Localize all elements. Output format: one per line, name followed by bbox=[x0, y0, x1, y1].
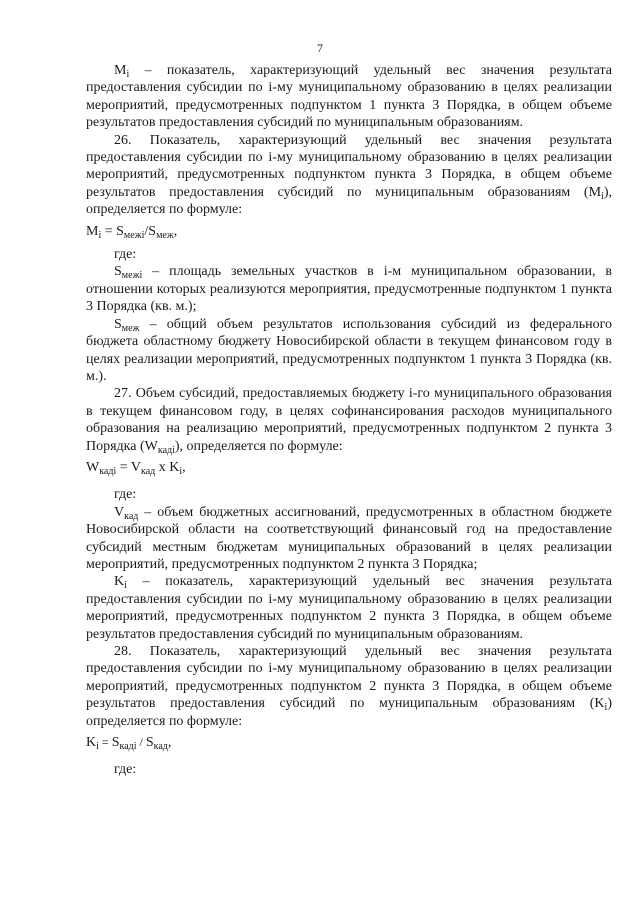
subscript: i bbox=[601, 190, 604, 202]
subscript: кад bbox=[153, 741, 168, 753]
subscript: кад bbox=[124, 510, 139, 522]
where-label bbox=[86, 246, 612, 263]
subscript: межi bbox=[123, 229, 145, 241]
text-run: S bbox=[145, 735, 154, 751]
paragraph bbox=[86, 62, 612, 132]
text-run: /S bbox=[144, 223, 157, 239]
document-body bbox=[86, 62, 612, 779]
text-run: V bbox=[114, 504, 125, 520]
subscript: i bbox=[98, 229, 102, 241]
paragraph bbox=[86, 643, 612, 730]
text-run: – объем бюджетных ассигнований, предусмотренных в областном бюджете Новосибирской области на соответствующий финансовый год на предоставление субсидий местным бюджетам муниципальных образований в целях реализации мероприятий, предусмотренных подпунктом 2 пункта 3 Порядка; bbox=[86, 504, 612, 572]
text-run: 27. Объем субсидий, предоставляемых бюджету i-го муниципального образования в текущем финансовом году, в целях софинансирования расходов муниципального образования на реализацию мероприятий, предусмотренных подпунктом 2 пункта 3 Порядка (W bbox=[86, 386, 612, 454]
text-run: ) определяется по формуле: bbox=[86, 696, 612, 729]
text-run: где: bbox=[114, 247, 137, 263]
text-run: = V bbox=[116, 459, 141, 475]
text-run: S bbox=[114, 264, 122, 280]
subscript: i bbox=[124, 580, 127, 592]
subscript: меж bbox=[156, 229, 174, 241]
paragraph bbox=[86, 263, 612, 315]
text-run: S bbox=[114, 316, 122, 332]
subscript: i bbox=[96, 741, 99, 753]
subscript: кад bbox=[141, 465, 156, 477]
text-run: x K bbox=[155, 459, 180, 475]
text-run: K bbox=[114, 574, 125, 590]
where-label bbox=[86, 486, 612, 503]
text-run: , bbox=[167, 735, 172, 751]
paragraph bbox=[86, 132, 612, 219]
subscript: межi bbox=[121, 270, 143, 282]
formula-operator: / bbox=[136, 735, 146, 750]
formula bbox=[86, 734, 612, 751]
subscript: кадi bbox=[157, 444, 175, 456]
text-run: 28. Показатель, характеризующий удельный вес значения результата предоставления субсидии по i-му муниципальному образованию в целях реализации мероприятий, предусмотренных подпунктом 2 пункта 3 Порядка, в общем объеме результатов предоставления субсидий по муниципальным образованиям (K bbox=[86, 644, 612, 712]
text-run: 26. Показатель, характеризующий удельный вес значения результата предоставления субсидии по i-му муниципальному образованию в целях реализации мероприятий, предусмотренных подпунктом пункта 3 Порядка, в общем объеме результатов предоставления субсидий по муниципальным образованиям (M bbox=[86, 132, 612, 200]
subscript: i bbox=[126, 69, 130, 80]
text-run: , bbox=[182, 459, 186, 475]
text-run: ), определяется по формуле: bbox=[174, 438, 343, 454]
paragraph bbox=[86, 385, 612, 455]
subscript: кадi bbox=[99, 465, 117, 477]
subscript: кадi bbox=[119, 741, 137, 753]
page-number: 7 bbox=[317, 41, 323, 55]
text-run: W bbox=[86, 459, 100, 475]
where-label bbox=[86, 761, 612, 778]
text-run: – показатель, характеризующий удельный вес значения результата предоставления субсидии по i-му муниципальному образованию в целях реализации мероприятий, предусмотренных подпунктом 2 пункта 3 Порядка, в общем объеме результатов предоставления субсидий по муниципальным образованиям. bbox=[86, 574, 612, 642]
text-run: M bbox=[114, 63, 127, 78]
text-run: – общий объем результатов использования субсидий из федерального бюджета областному бюджету Новосибирской области в текущем финансовом году в целях реализации мероприятий, предусмотренных подпунктом 1 пункта 3 Порядка (кв. м.). bbox=[86, 316, 612, 384]
text-run: M bbox=[86, 223, 99, 239]
text-run: – показатель, характеризующий удельный вес значения результата предоставления субсидии по i-му муниципальному образованию в целях реализации мероприятий, предусмотренных подпунктом 1 пункта 3 Порядка, в общем объеме результатов предоставления субсидий по муниципальным образованиям. bbox=[86, 63, 612, 131]
subscript: i bbox=[604, 702, 608, 714]
text-run: S bbox=[111, 735, 120, 751]
text-run: K bbox=[86, 735, 97, 751]
text-run: ), определяется по формуле: bbox=[86, 184, 612, 218]
text-run: = S bbox=[101, 223, 124, 239]
paragraph bbox=[86, 316, 612, 386]
subscript: i bbox=[179, 465, 183, 477]
paragraph bbox=[86, 504, 612, 574]
paragraph bbox=[86, 573, 612, 643]
subscript: меж bbox=[121, 322, 140, 334]
formula bbox=[86, 459, 612, 476]
text-run: , bbox=[173, 223, 178, 239]
text-run: где: bbox=[114, 487, 137, 503]
text-run: – площадь земельных участков в i-м муниципальном образовании, в отношении которых реализуются мероприятия, предусмотренные подпунктом 1 пункта 3 Порядка (кв. м.); bbox=[86, 264, 612, 315]
formula bbox=[86, 223, 612, 240]
text-run: где: bbox=[114, 762, 137, 778]
formula-operator: = bbox=[98, 735, 112, 750]
